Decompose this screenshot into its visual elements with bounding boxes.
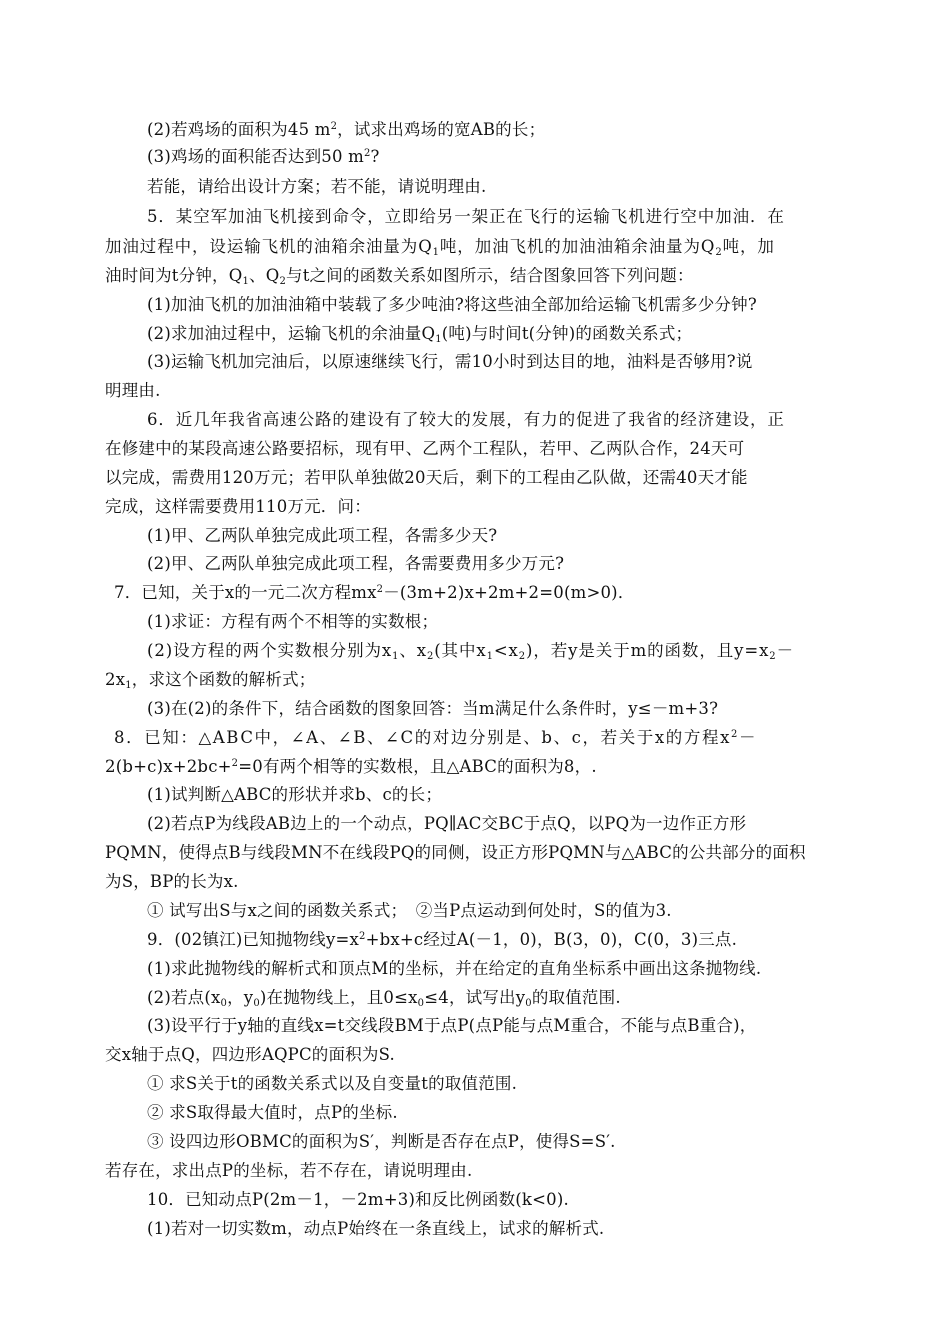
text-line — [105, 1160, 472, 1182]
text-line — [105, 236, 775, 258]
text-run: ③ 设四边形OBMC的面积为S′，判断是否存在点P，使得S=S′. — [147, 1132, 616, 1151]
text-run: (1)甲、乙两队单独完成此项工程，各需多少天? — [147, 526, 498, 545]
text-run: (2)若点(x — [147, 988, 221, 1007]
text-run: (3)鸡场的面积能否达到50 m — [147, 147, 364, 166]
text-run: (吨)与时间t(分钟)的函数关系式； — [441, 324, 693, 343]
text-run: ≤4，试写出y — [424, 988, 526, 1007]
text-run: PQMN，使得点B与线段MN不在线段PQ的同侧，设正方形PQMN与△ABC的公共部分的面积 — [105, 843, 806, 862]
subscript: 0 — [417, 998, 425, 1009]
text-run: 为S，BP的长为x. — [105, 872, 239, 891]
text-line — [147, 640, 794, 662]
text-line — [147, 351, 753, 373]
text-line — [147, 929, 737, 951]
superscript: 2 — [359, 931, 366, 942]
subscript: 1 — [486, 651, 494, 662]
text-line — [147, 1131, 616, 1153]
text-line — [147, 698, 718, 720]
text-run: 2x — [105, 670, 126, 689]
text-run: (2)求加油过程中，运输飞机的余油量Q — [147, 324, 436, 343]
subscript: 1 — [432, 247, 440, 258]
superscript: 2 — [231, 758, 239, 769]
subscript: 2 — [426, 651, 435, 662]
superscript: 2 — [376, 584, 384, 595]
text-run: 明理由. — [105, 381, 161, 400]
text-run: +bx+c经过A(－1，0)，B(3，0)，C(0，3)三点. — [365, 930, 738, 949]
text-run: (其中x — [434, 641, 487, 660]
text-line — [114, 727, 757, 749]
text-line — [105, 496, 371, 518]
text-run: (3)运输飞机加完油后，以原速继续飞行，需10小时到达目的地，油料是否够用?说 — [147, 352, 753, 371]
text-run: ? — [370, 147, 380, 166]
text-line — [114, 582, 635, 604]
text-run: )在抛物线上，且0≤x — [259, 988, 418, 1007]
text-run: 的取值范围. — [531, 988, 621, 1007]
subscript: 2 — [715, 247, 723, 258]
text-line — [147, 176, 486, 198]
text-line — [147, 611, 438, 633]
text-run: 2(b+c)x+2bc+ — [105, 757, 232, 776]
superscript: 2 — [330, 121, 338, 132]
text-line — [147, 1102, 398, 1124]
text-line — [105, 380, 161, 402]
text-line — [105, 871, 239, 893]
text-run: 9．(02镇江)已知抛物线y=x — [147, 930, 360, 949]
text-run: － — [738, 728, 758, 747]
text-run: 8．已知：△ABC中，∠A、∠B、∠C的对边分别是、b、c，若关于x的方程x — [114, 728, 732, 747]
text-run: (1)求证：方程有两个不相等的实数根； — [147, 612, 439, 631]
text-run: － — [776, 641, 794, 660]
text-run: (2)若点P为线段AB边上的一个动点，PQ∥AC交BC于点Q，以PQ为一边作正方形 — [147, 814, 747, 833]
subscript: 2 — [279, 276, 287, 287]
text-run: =0有两个相等的实数根，且△ABC的面积为8，. — [238, 757, 597, 776]
text-run: 油时间为t分钟，Q — [105, 266, 243, 285]
text-line — [147, 525, 497, 547]
text-line — [105, 438, 744, 460]
text-run: (1)加油飞机的加油油箱中装载了多少吨油?将这些油全部加给运输飞机需多少分钟? — [147, 295, 757, 314]
text-line — [147, 294, 757, 316]
text-run: 6．近几年我省高速公路的建设有了较大的发展，有力的促进了我省的经济建设，正 — [147, 410, 785, 429]
text-run: )，若y是关于m的函数，且y=x — [526, 641, 770, 660]
text-run: 、x — [399, 641, 427, 660]
text-run: 加油过程中，设运输飞机的油箱余油量为Q — [105, 237, 433, 256]
text-run: ② 求S取得最大值时，点P的坐标. — [147, 1103, 398, 1122]
subscript: 1 — [125, 680, 132, 691]
text-line — [147, 1218, 604, 1240]
subscript: 1 — [242, 276, 250, 287]
text-run: 、Q — [249, 266, 280, 285]
text-run: 交x轴于点Q，四边形AQPC的面积为S. — [105, 1045, 395, 1064]
text-line — [147, 813, 746, 835]
text-run: 以完成，需费用120万元；若甲队单独做20天后，剩下的工程由乙队做，还需40天才能 — [105, 468, 748, 487]
text-run: 与t之间的函数关系如图所示，结合图象回答下列问题： — [286, 266, 694, 285]
text-run: 7．已知，关于x的一元二次方程mx — [114, 583, 377, 602]
text-run: 在修建中的某段高速公路要招标，现有甲、乙两个工程队，若甲、乙两队合作，24天可 — [105, 439, 745, 458]
text-line — [147, 119, 545, 141]
text-run: (1)求此抛物线的解析式和顶点M的坐标，并在给定的直角坐标系中画出这条抛物线. — [147, 959, 762, 978]
text-line — [105, 756, 597, 778]
text-line — [105, 669, 315, 691]
text-run: 吨，加油飞机的加油油箱余油量为Q — [439, 237, 716, 256]
text-run: ，求这个函数的解析式； — [131, 670, 316, 689]
text-run: <x — [493, 641, 519, 660]
text-line — [147, 1073, 517, 1095]
text-line — [147, 409, 785, 431]
subscript: 1 — [392, 651, 400, 662]
text-line — [105, 1044, 395, 1066]
text-run: 吨，加 — [722, 237, 775, 256]
text-run: 完成，这样需要费用110万元．问： — [105, 497, 371, 516]
text-run: ① 求S关于t的函数关系式以及自变量t的取值范围. — [147, 1074, 518, 1093]
text-line — [147, 958, 761, 980]
subscript: 1 — [435, 334, 442, 345]
text-run: －(3m+2)x+2m+2=0(m>0)． — [383, 583, 635, 602]
text-run: (2)设方程的两个实数根分别为x — [147, 641, 393, 660]
text-line — [147, 146, 380, 168]
subscript: 2 — [518, 651, 527, 662]
superscript: 2 — [731, 729, 739, 740]
subscript: 0 — [525, 998, 532, 1009]
text-line — [105, 265, 694, 287]
text-run: (3)在(2)的条件下，结合函数的图象回答：当m满足什么条件时，y≤－m+3? — [147, 699, 719, 718]
text-run: ① 试写出S与x之间的函数关系式； ②当P点运动到何处时，S的值为3. — [147, 901, 672, 920]
text-run: 若能，请给出设计方案；若不能，请说明理由. — [147, 177, 487, 196]
text-line — [147, 900, 672, 922]
text-line — [147, 1015, 756, 1037]
text-line — [105, 467, 748, 489]
text-run: (2)甲、乙两队单独完成此项工程，各需要费用多少万元? — [147, 554, 565, 573]
text-line — [147, 323, 692, 345]
text-line — [147, 553, 564, 575]
text-run: (3)设平行于y轴的直线x=t交线段BM于点P(点P能与点M重合，不能与点B重合)， — [147, 1016, 757, 1035]
subscript: 0 — [253, 998, 260, 1009]
text-line — [147, 784, 442, 806]
text-run: ，y — [227, 988, 254, 1007]
text-line — [147, 1189, 569, 1211]
text-run: ，试求出鸡场的宽AB的长； — [337, 120, 546, 139]
text-line — [105, 842, 806, 864]
subscript: 2 — [769, 651, 777, 662]
subscript: 0 — [220, 998, 228, 1009]
text-run: 5．某空军加油飞机接到命令，立即给另一架正在飞行的运输飞机进行空中加油．在 — [147, 207, 785, 226]
text-run: (1)试判断△ABC的形状并求b、c的长； — [147, 785, 443, 804]
text-line — [147, 987, 621, 1009]
text-run: 10．已知动点P(2m－1，－2m+3)和反比例函数(k<0). — [147, 1190, 569, 1209]
text-run: 若存在，求出点P的坐标，若不存在，请说明理由. — [105, 1161, 473, 1180]
superscript: 2 — [363, 148, 371, 159]
text-run: (2)若鸡场的面积为45 m — [147, 120, 331, 139]
text-line — [147, 206, 785, 228]
text-run: (1)若对一切实数m，动点P始终在一条直线上，试求的解析式. — [147, 1219, 605, 1238]
